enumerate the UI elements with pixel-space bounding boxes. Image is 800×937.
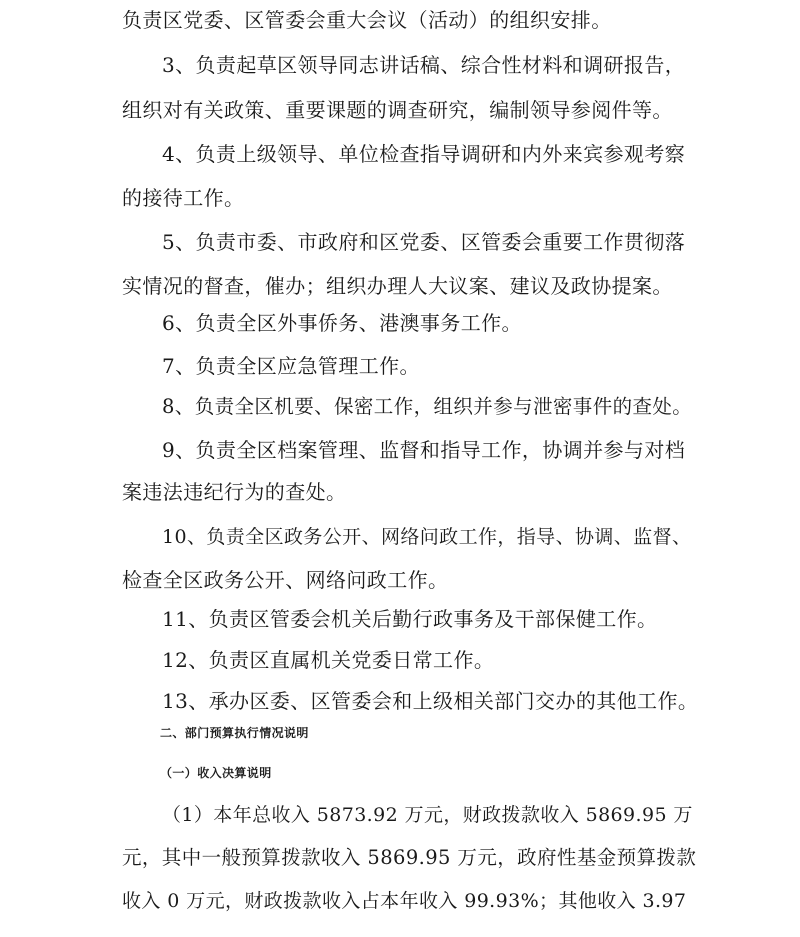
text-line: 13、承办区委、区管委会和上级相关部门交办的其他工作。	[162, 689, 699, 713]
text-line: 案违法违纪行为的查处。	[122, 480, 347, 504]
text-line: 检查全区政务公开、网络问政工作。	[122, 568, 449, 592]
section-heading: 二、部门预算执行情况说明	[160, 726, 309, 740]
text-line: 负责区党委、区管委会重大会议（活动）的组织安排。	[122, 8, 612, 32]
text-line: 元，其中一般预算拨款收入 5869.95 万元，政府性基金预算拨款	[122, 846, 697, 869]
text-line: 6、负责全区外事侨务、港澳事务工作。	[162, 311, 522, 335]
text-line: 组织对有关政策、重要课题的调查研究，编制领导参阅件等。	[122, 98, 673, 122]
text-line: 的接待工作。	[122, 186, 245, 210]
text-line: 5、负责市委、市政府和区党委、区管委会重要工作贯彻落	[162, 230, 686, 254]
text-line: 7、负责全区应急管理工作。	[162, 354, 420, 378]
text-line: 10、负责全区政务公开、网络问政工作，指导、协调、监督、	[162, 526, 692, 548]
subsection-heading: （一）收入决算说明	[160, 766, 272, 780]
text-line: 12、负责区直属机关党委日常工作。	[162, 648, 495, 672]
text-line: 8、负责全区机要、保密工作，组织并参与泄密事件的查处。	[162, 395, 693, 418]
text-line: 11、负责区管委会机关后勤行政事务及干部保健工作。	[162, 607, 658, 631]
text-line: 实情况的督查，催办；组织办理人大议案、建议及政协提案。	[122, 274, 673, 298]
text-line: 4、负责上级领导、单位检查指导调研和内外来宾参观考察	[162, 142, 686, 166]
text-line: 收入 0 万元，财政拨款收入占本年收入 99.93%；其他收入 3.97	[122, 890, 687, 912]
text-line: 9、负责全区档案管理、监督和指导工作，协调并参与对档	[162, 438, 686, 462]
text-line: 3、负责起草区领导同志讲话稿、综合性材料和调研报告，	[162, 53, 686, 77]
text-line: （1）本年总收入 5873.92 万元，财政拨款收入 5869.95 万	[162, 804, 693, 826]
